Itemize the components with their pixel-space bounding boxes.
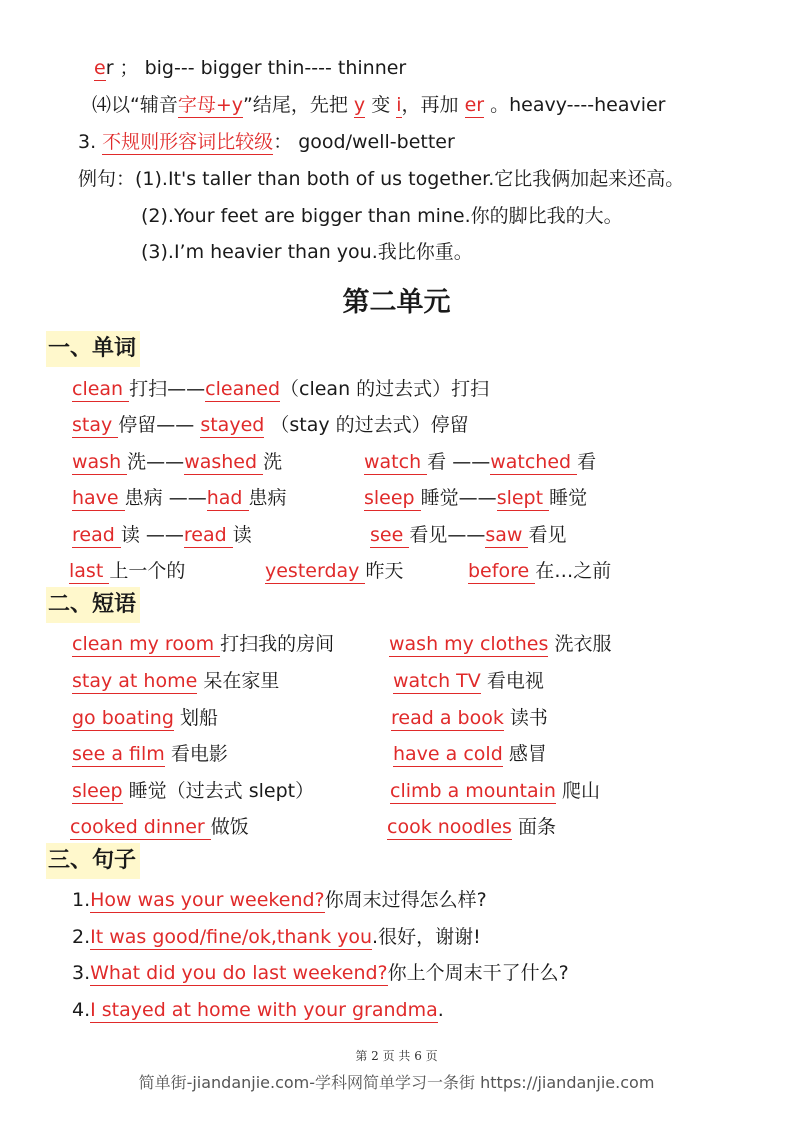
word-en: yesterday [265, 560, 366, 582]
word-row [72, 413, 469, 437]
word-item [72, 523, 252, 547]
phrase-en: stay at home [72, 670, 198, 692]
sentence-zh: 你上个周末干了什么? [387, 962, 569, 984]
word-zh: 看见 [528, 524, 567, 546]
phrase-item [391, 706, 548, 730]
word-note: （clean 的过去式）打扫 [280, 378, 490, 400]
phrase-en: cooked dinner [70, 816, 211, 838]
rule-text: 。heavy----heavier [484, 94, 666, 116]
word-row [72, 377, 489, 401]
phrase-zh: 做饭 [210, 816, 249, 838]
word-item [364, 486, 587, 510]
rule-text: ，再加 [401, 94, 465, 116]
phrase-item [393, 742, 547, 766]
word-zh: 读 [232, 524, 252, 546]
word-en: read [72, 524, 121, 546]
word-item [72, 486, 287, 510]
word-past: washed [184, 451, 264, 473]
word-zh: 洗 [263, 451, 283, 473]
word-past: read [183, 524, 233, 546]
word-zh: 患病 [248, 487, 287, 509]
phrase-en: go boating [72, 707, 174, 729]
sentence-zh: .很好，谢谢! [372, 926, 481, 948]
word-past: saw [485, 524, 529, 546]
word-zh: 昨天 [365, 560, 404, 582]
word-item [265, 559, 403, 583]
word-zh: 停留—— [118, 414, 201, 436]
blank-answer: 不规则形容词比较级 [102, 131, 274, 153]
section-heading-sentences: 三、句子 [46, 843, 140, 879]
word-item [468, 559, 611, 583]
word-en: wash [72, 451, 128, 473]
word-past: had [206, 487, 249, 509]
word-zh: 患病 —— [124, 487, 207, 509]
word-item [364, 450, 596, 474]
phrase-zh: 划船 [179, 707, 218, 729]
word-zh: 上一个的 [109, 560, 186, 582]
word-en: have [72, 487, 125, 509]
phrase-zh: 读书 [509, 707, 548, 729]
rule-line-y [92, 93, 666, 117]
unit-title: 第二单元 [342, 287, 451, 318]
phrase-en: see a film [72, 743, 165, 765]
phrase-zh: 睡觉（过去式 slept） [128, 780, 315, 802]
phrase-en: clean my room [72, 633, 221, 655]
phrase-en: sleep [72, 780, 123, 802]
phrase-item [72, 706, 218, 730]
blank-answer: i [396, 94, 402, 116]
phrase-en: wash my clothes [389, 633, 549, 655]
sentence-en: I stayed at home with your grandma [90, 999, 438, 1021]
sentence-item [72, 998, 444, 1022]
sentence-zh: 你周末过得怎么样? [324, 889, 487, 911]
phrase-zh: 看电视 [486, 670, 544, 692]
word-en: see [370, 524, 410, 546]
blank-answer: y [353, 94, 366, 116]
rule-text: r ； big--- bigger thin---- thinner [105, 57, 407, 79]
phrase-zh: 爬山 [561, 780, 600, 802]
sentence-item [72, 925, 481, 949]
example-sentence-1: 例句：(1).It's taller than both of us together.它比我俩加起来还高。 [78, 168, 685, 190]
word-zh: 读 —— [120, 524, 184, 546]
phrase-item [72, 742, 228, 766]
phrase-item [390, 779, 600, 803]
phrase-item [72, 632, 334, 656]
word-zh: 看 [577, 451, 597, 473]
word-item [370, 523, 566, 547]
word-note: （stay 的过去式）停留 [264, 414, 469, 436]
sentence-number: 4. [72, 999, 91, 1021]
word-past: slept [496, 487, 550, 509]
word-zh: 在…之前 [535, 560, 612, 582]
phrase-zh: 呆在家里 [203, 670, 280, 692]
word-zh: 打扫—— [129, 378, 206, 400]
word-en: watch [364, 451, 428, 473]
phrase-item [387, 815, 556, 839]
phrase-item [72, 779, 314, 803]
word-past: cleaned [205, 378, 281, 400]
example-sentence-3: (3).I’m heavier than you.我比你重。 [141, 241, 473, 263]
blank-answer: e [94, 57, 106, 79]
page-number: 第 2 页 共 6 页 [355, 1049, 438, 1063]
phrase-zh: 感冒 [508, 743, 547, 765]
phrase-item [72, 669, 279, 693]
sentence-en: It was good/fine/ok,thank you [90, 926, 373, 948]
rule-line-irregular [78, 130, 455, 154]
phrase-item [389, 632, 611, 656]
sentence-number: 1. [72, 889, 91, 911]
site-footer: 简单街-jiandanjie.com-学科网简单学习一条街 https://jiandanjie.com [138, 1073, 655, 1092]
section-heading-words: 一、单词 [46, 331, 140, 367]
rule-text: ⑷以“辅音 [92, 94, 178, 116]
phrase-en: have a cold [393, 743, 503, 765]
word-en: stay [72, 414, 119, 436]
word-zh: 看见—— [409, 524, 486, 546]
word-en: clean [72, 378, 130, 400]
word-en: last [69, 560, 110, 582]
word-past: stayed [200, 414, 265, 436]
rule-line-er [94, 56, 406, 80]
rule-text: ”结尾，先把 [243, 94, 354, 116]
word-zh: 睡觉 [549, 487, 588, 509]
example-sentence-2: (2).Your feet are bigger than mine.你的脚比我的大。 [141, 205, 623, 227]
sentence-item [72, 961, 569, 985]
phrase-en: read a book [391, 707, 504, 729]
word-item [72, 450, 282, 474]
phrase-en: cook noodles [387, 816, 512, 838]
phrase-en: climb a mountain [390, 780, 556, 802]
phrase-zh: 面条 [518, 816, 557, 838]
phrase-item [393, 669, 544, 693]
phrase-item [70, 815, 249, 839]
sentence-item [72, 888, 487, 912]
phrase-zh: 洗衣服 [554, 633, 612, 655]
phrase-en: watch TV [393, 670, 481, 692]
blank-answer: 字母+y [177, 94, 244, 116]
word-zh: 看 —— [427, 451, 491, 473]
blank-answer: er [464, 94, 485, 116]
sentence-en: How was your weekend? [90, 889, 325, 911]
sentence-zh: . [437, 999, 444, 1021]
sentence-en: What did you do last weekend? [90, 962, 388, 984]
word-zh: 睡觉—— [420, 487, 497, 509]
rule-text: 3. [78, 131, 103, 153]
word-past: watched [490, 451, 578, 473]
word-en: before [468, 560, 536, 582]
word-item [69, 559, 185, 583]
word-zh: 洗—— [127, 451, 185, 473]
rule-text: ： good/well-better [273, 131, 455, 153]
phrase-zh: 看电影 [170, 743, 228, 765]
sentence-number: 3. [72, 962, 91, 984]
sentence-number: 2. [72, 926, 91, 948]
phrase-zh: 打扫我的房间 [220, 633, 335, 655]
rule-text: 变 [365, 94, 397, 116]
section-heading-phrases: 二、短语 [46, 587, 140, 623]
word-en: sleep [364, 487, 421, 509]
